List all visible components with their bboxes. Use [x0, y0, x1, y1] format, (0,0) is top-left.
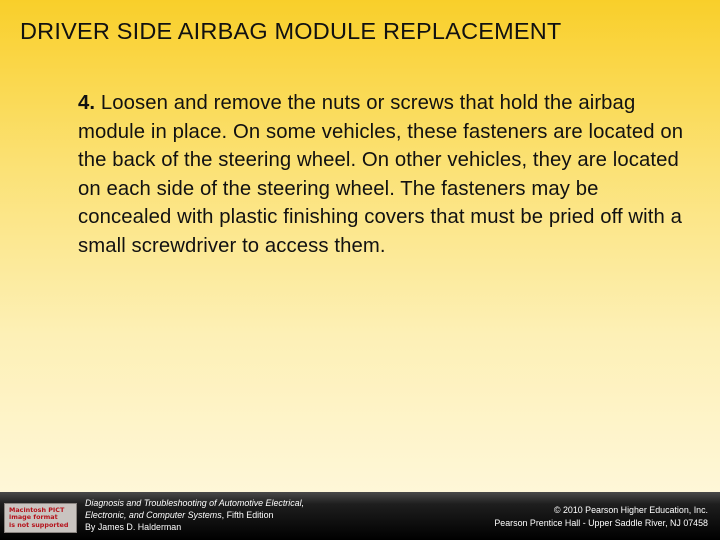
book-author: By James D. Halderman	[85, 521, 182, 532]
book-title-part: Electronic, and Computer Systems	[85, 509, 222, 520]
book-title-line-1: Diagnosis and Troubleshooting of Automotive Electrical,	[85, 498, 305, 508]
copyright-notice	[408, 504, 708, 530]
slide-body-text	[78, 89, 693, 261]
book-title-line-2	[85, 510, 385, 522]
placeholder-line-2: image format	[9, 513, 58, 522]
unsupported-image-placeholder	[4, 503, 77, 533]
step-description: Loosen and remove the nuts or screws that hold the airbag module in place. On some vehicles, these fasteners are located on the back of the steering wheel. On other vehicles, they are located on each side of the steering wheel. The fasteners may be concealed with plastic finishing covers that must be pried off with a small screwdriver to access them.	[78, 92, 684, 257]
slide-footer	[0, 492, 720, 540]
book-edition: , Fifth Edition	[221, 509, 274, 520]
copyright-line-2: Pearson Prentice Hall - Upper Saddle River, NJ 07458	[494, 518, 708, 528]
placeholder-line-1: Macintosh PICT	[9, 505, 65, 514]
copyright-line-1: © 2010 Pearson Higher Education, Inc.	[553, 505, 708, 515]
step-number: 4.	[78, 92, 96, 114]
slide-title: DRIVER SIDE AIRBAG MODULE REPLACEMENT	[20, 18, 562, 44]
placeholder-line-3: is not supported	[9, 520, 69, 529]
book-credit	[85, 498, 385, 533]
